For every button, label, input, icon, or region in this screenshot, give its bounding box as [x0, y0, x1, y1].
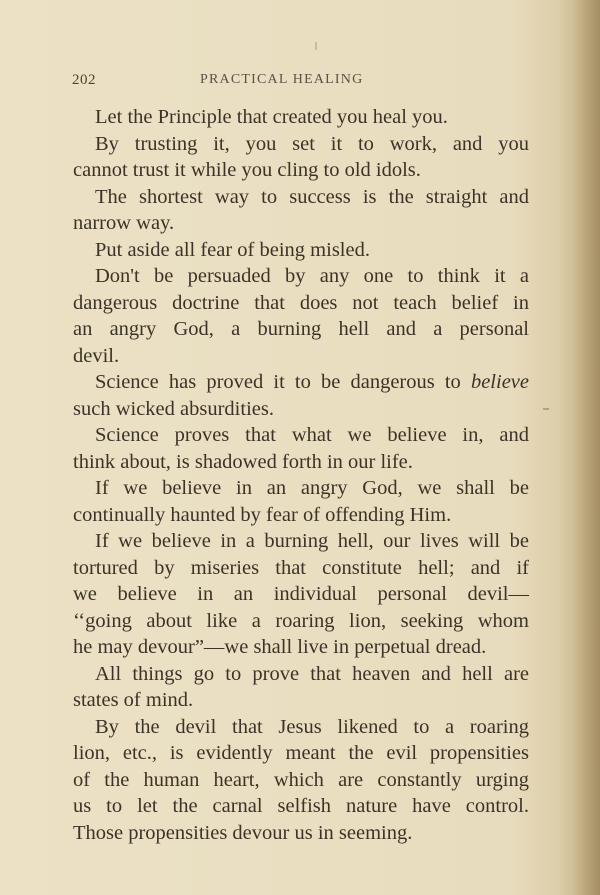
text-line [73, 608, 529, 635]
line-text: continually haunted by fear of offending Him. [73, 503, 452, 526]
text-line [73, 767, 529, 794]
text-line [73, 528, 529, 555]
text-line [73, 290, 529, 317]
line-text: If we believe in a burning hell, our lives will be [95, 530, 529, 552]
text-line [73, 131, 529, 158]
line-text: All things go to prove that heaven and hell are [95, 662, 529, 685]
paper-speck [543, 408, 549, 410]
text-line [73, 369, 529, 396]
text-line [73, 475, 529, 502]
running-head: PRACTICAL HEALING [200, 72, 364, 87]
text-line [73, 343, 529, 370]
text-line [73, 422, 529, 449]
text-line [73, 661, 529, 688]
paper-speck [315, 42, 317, 50]
line-text: The shortest way to success is the straight and [95, 185, 529, 208]
line-text: By the devil that Jesus likened to a roaring [95, 715, 529, 738]
text-line [73, 449, 529, 476]
line-text: If we believe in an angry God, we shall be [95, 477, 529, 499]
line-text: think about, is shadowed forth in our life. [73, 450, 413, 473]
line-text: By trusting it, you set it to work, and you [95, 132, 529, 155]
text-line [73, 502, 529, 529]
page-edge-shadow [572, 0, 600, 895]
line-text: cannot trust it while you cling to old idols. [73, 159, 421, 181]
line-text: dangerous doctrine that does not teach belief in [73, 291, 529, 314]
line-text: Don't be persuaded by any one to think it a [95, 265, 529, 287]
text-line [73, 634, 529, 661]
text-line [73, 157, 529, 184]
text-line [73, 210, 529, 237]
text-line [73, 184, 529, 211]
page-number: 202 [72, 72, 96, 88]
line-text: an angry God, a burning hell and a personal [73, 318, 529, 340]
line-text: of the human heart, which are constantly urging [73, 768, 529, 791]
text-line [73, 237, 529, 264]
line-text: tortured by miseries that constitute hell; and if [73, 556, 529, 579]
line-text: lion, etc., is evidently meant the evil propensities [73, 742, 529, 764]
text-line [73, 316, 529, 343]
text-line [73, 687, 529, 714]
line-text: Science proves that what we believe in, and [95, 424, 529, 446]
line-text: states of mind. [73, 689, 194, 711]
line-text: Let the Principle that created you heal you. [95, 106, 448, 128]
line-text: narrow way. [73, 212, 175, 234]
italic-word: believe [470, 371, 529, 393]
text-line [73, 104, 529, 131]
text-line [73, 263, 529, 290]
line-text: us to let the carnal selfish nature have control. [73, 795, 529, 817]
text-line [73, 820, 529, 847]
text-line [73, 714, 529, 741]
text-line [73, 793, 529, 820]
line-text: Put aside all fear of being misled. [95, 238, 370, 261]
text-line [73, 740, 529, 767]
text-line [73, 396, 529, 423]
line-text: devil. [73, 344, 120, 367]
line-text: Those propensities devour us in seeming. [73, 821, 413, 844]
line-text: ‘‘going about like a roaring lion, seeking whom [73, 609, 529, 632]
text-line [73, 555, 529, 582]
page-header [72, 72, 522, 94]
line-text: such wicked absurdities. [73, 397, 274, 420]
body-text [73, 104, 529, 846]
text-line [73, 581, 529, 608]
line-text: he may devour”—we shall live in perpetual dread. [73, 636, 487, 658]
line-text: we believe in an individual personal devil— [73, 583, 529, 605]
line-text: Science has proved it to be dangerous to [95, 371, 461, 393]
